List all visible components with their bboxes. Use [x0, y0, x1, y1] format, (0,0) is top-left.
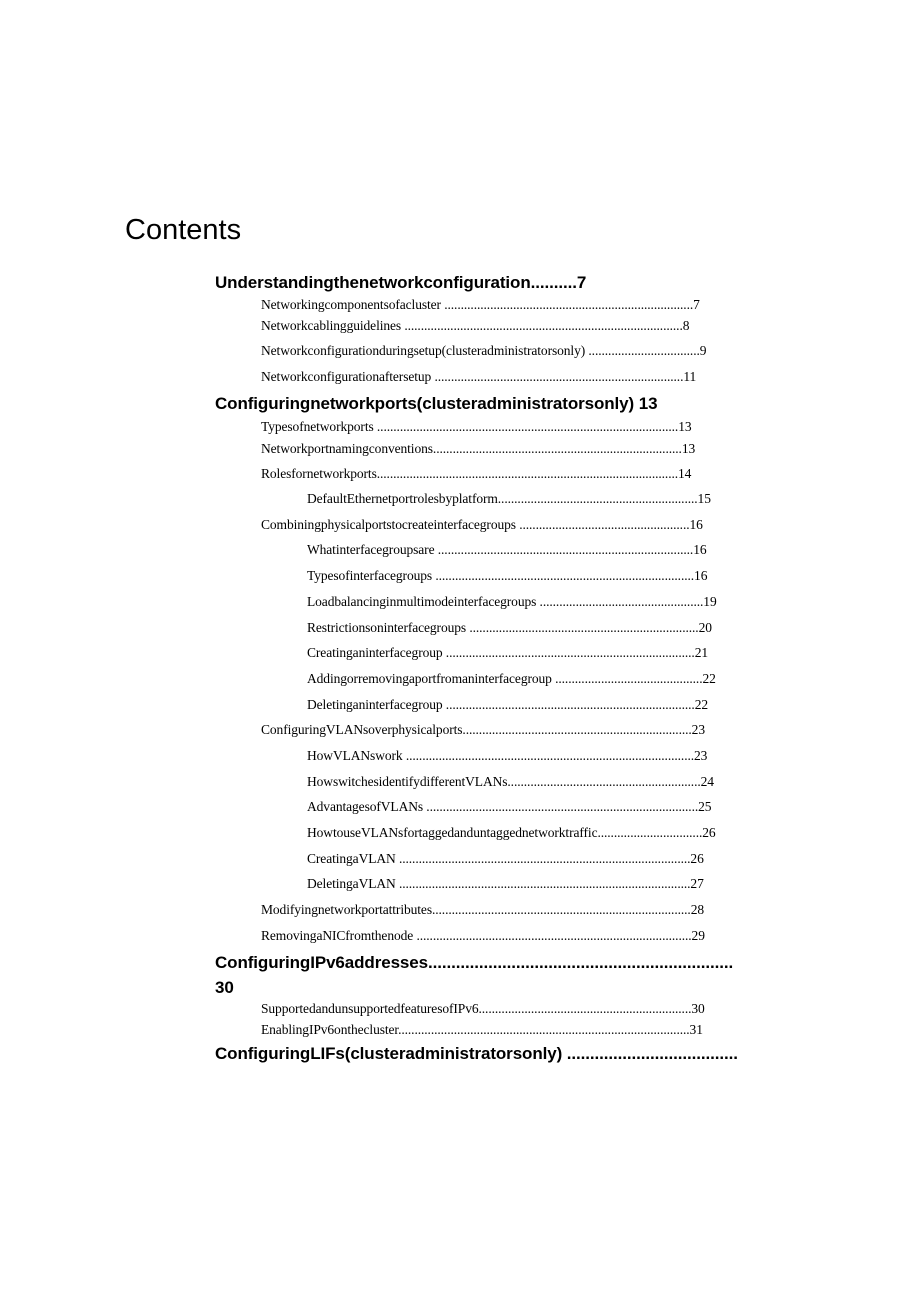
toc-subsection-entry[interactable]: Creatinganinterfacegroup ............................................................................21	[307, 645, 709, 660]
toc-section-entry[interactable]: Networkcablingguidelines .....................................................................................8	[261, 318, 690, 333]
toc-section-entry[interactable]: Modifyingnetworkportattributes...............................................................................28	[261, 902, 704, 917]
page-title: Contents	[125, 214, 242, 246]
toc-section-entry[interactable]: ConfiguringVLANsoverphysicalports......................................................................23	[261, 722, 705, 737]
toc-subsection-entry[interactable]: DefaultEthernetportrolesbyplatform.............................................................15	[307, 491, 711, 506]
toc-section-entry[interactable]: Networkingcomponentsofacluster ............................................................................7	[261, 297, 700, 312]
toc-subsection-entry[interactable]: Deletinganinterfacegroup ............................................................................22	[307, 697, 709, 712]
toc-subsection-entry[interactable]: Addingorremovingaportfromaninterfacegroup .............................................22	[307, 671, 716, 686]
toc-chapter-entry[interactable]: Configuringnetworkports(clusteradministratorsonly) 13	[215, 394, 658, 413]
toc-section-entry[interactable]: RemovingaNICfromthenode ....................................................................................29	[261, 928, 705, 943]
toc-subsection-entry[interactable]: HowswitchesidentifydifferentVLANs...........................................................24	[307, 774, 714, 789]
toc-section-entry[interactable]: Combiningphysicalportstocreateinterfacegroups ....................................................16	[261, 517, 703, 532]
toc-section-entry[interactable]: Rolesfornetworkports............................................................................................14	[261, 466, 692, 481]
toc-chapter-entry[interactable]: ConfiguringLIFs(clusteradministratorsonly) .....................................	[215, 1044, 738, 1063]
toc-subsection-entry[interactable]: HowtouseVLANsfortaggedanduntaggednetworktraffic................................26	[307, 825, 716, 840]
toc-chapter-entry[interactable]: Understandingthenetworkconfiguration..........7	[215, 273, 587, 292]
toc-section-entry[interactable]: Networkportnamingconventions............................................................................13	[261, 441, 696, 456]
toc-section-entry[interactable]: Networkconfigurationaftersetup ............................................................................11	[261, 369, 697, 384]
toc-subsection-entry[interactable]: DeletingaVLAN .........................................................................................27	[307, 876, 704, 891]
toc-section-entry[interactable]: Networkconfigurationduringsetup(clusteradministratorsonly) ..................................9	[261, 343, 707, 358]
toc-section-entry[interactable]: SupportedandunsupportedfeaturesofIPv6.................................................................30	[261, 1001, 705, 1016]
toc-subsection-entry[interactable]: Typesofinterfacegroups ...............................................................................16	[307, 568, 708, 583]
toc-section-entry[interactable]: Typesofnetworkports ............................................................................................13	[261, 419, 692, 434]
toc-subsection-entry[interactable]: Whatinterfacegroupsare ..............................................................................16	[307, 542, 707, 557]
toc-subsection-entry[interactable]: AdvantagesofVLANs ...................................................................................25	[307, 799, 712, 814]
toc-subsection-entry[interactable]: HowVLANswork ........................................................................................23	[307, 748, 708, 763]
toc-chapter-page: 30	[215, 978, 234, 997]
toc-subsection-entry[interactable]: CreatingaVLAN .........................................................................................26	[307, 851, 704, 866]
toc-subsection-entry[interactable]: Loadbalancinginmultimodeinterfacegroups ..................................................19	[307, 594, 717, 609]
toc-chapter-entry[interactable]: ConfiguringIPv6addresses..................................................................	[215, 953, 734, 972]
toc-section-entry[interactable]: EnablingIPv6onthecluster.........................................................................................31	[261, 1022, 703, 1037]
toc-subsection-entry[interactable]: Restrictionsoninterfacegroups ......................................................................20	[307, 620, 712, 635]
